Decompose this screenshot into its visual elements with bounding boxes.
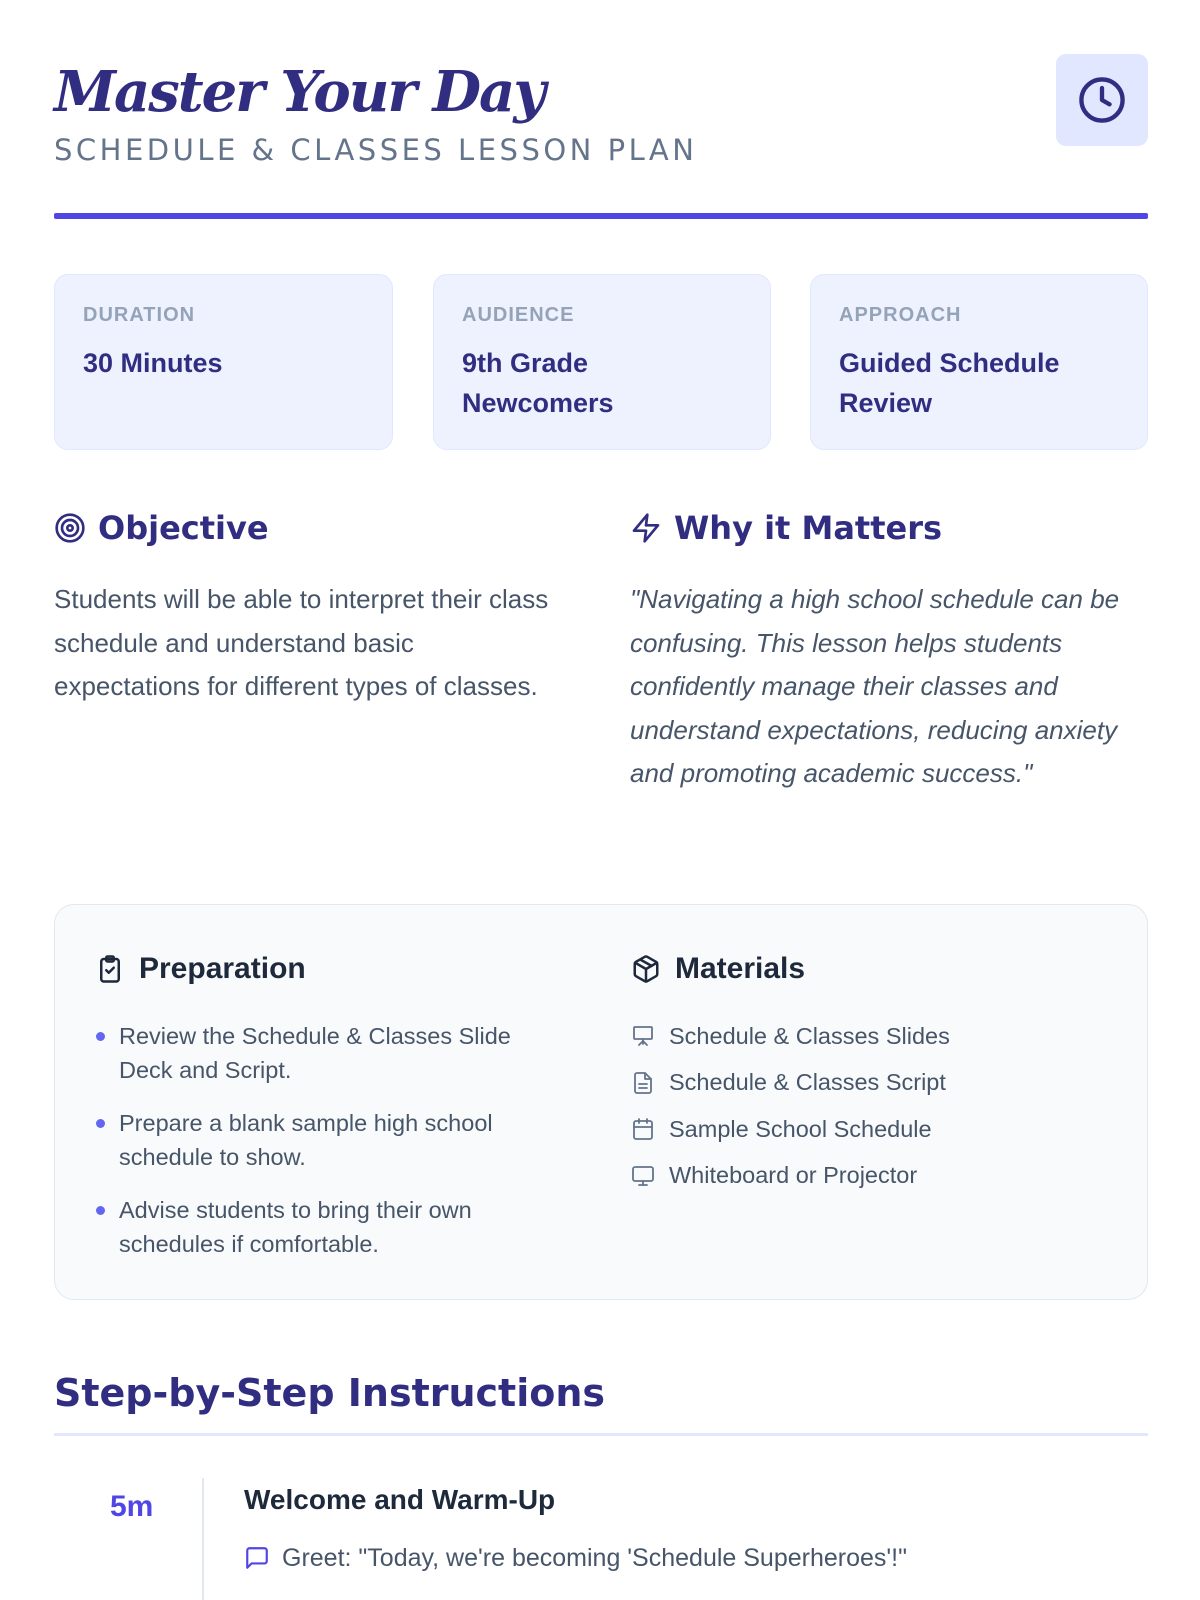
list-item: [631, 1112, 1111, 1146]
package-icon: [631, 954, 661, 984]
materials-heading: [631, 949, 805, 989]
info-card-approach: [810, 274, 1148, 450]
material-item-text: Schedule & Classes Script: [669, 1069, 946, 1095]
objective-text: Students will be able to interpret their class schedule and understand basic expectations for different types of classes.: [54, 584, 549, 701]
preparation-item-text: Advise students to bring their own schedules if comfortable.: [119, 1197, 472, 1257]
info-card-label: APPROACH: [839, 304, 962, 326]
bullet-dot: [96, 1119, 105, 1128]
monitor-icon: [631, 1164, 655, 1188]
step-dialogue-text: Greet: "Today, we're becoming 'Schedule Superheroes'!": [282, 1544, 907, 1572]
clipboard-check-icon: [95, 954, 125, 984]
preparation-item-text: Review the Schedule & Classes Slide Deck and Script.: [119, 1023, 511, 1083]
info-card-value: 30 Minutes: [83, 348, 223, 378]
page-title: Master Your Day: [54, 59, 544, 125]
presentation-icon: [631, 1024, 655, 1048]
why-text: "Navigating a high school schedule can be confusing. This lesson helps students confidently manage their classes and understand expectations, reducing anxiety and promoting academic success.": [630, 584, 1120, 788]
why-title: Why it Matters: [674, 509, 943, 547]
materials-title: Materials: [675, 952, 806, 985]
list-item: [631, 1159, 1111, 1193]
material-item-text: Schedule & Classes Slides: [669, 1022, 950, 1049]
clock-button[interactable]: [1056, 54, 1148, 146]
step-timeline-line: [202, 1478, 204, 1600]
lesson-plan-page: [54, 0, 1148, 1600]
bullet-dot: [96, 1032, 105, 1041]
info-card-label: DURATION: [83, 304, 196, 326]
info-card-duration: [54, 274, 393, 450]
step-duration: 5m: [110, 1490, 154, 1523]
list-item: [631, 1019, 1111, 1053]
calendar-icon: [631, 1117, 655, 1141]
info-card-value: Guided Schedule Review: [839, 348, 1060, 418]
info-card-label: AUDIENCE: [462, 304, 575, 326]
prep-materials-panel: [54, 904, 1148, 1300]
preparation-list: [95, 1019, 545, 1280]
lightning-icon: [630, 512, 662, 544]
steps-divider: [54, 1433, 1148, 1436]
header-divider: [54, 213, 1148, 219]
why-heading: [630, 506, 942, 550]
list-item: [631, 1066, 1111, 1100]
document-icon: [631, 1071, 655, 1095]
preparation-title: Preparation: [139, 952, 306, 985]
list-item: [95, 1106, 545, 1174]
material-item-text: Sample School Schedule: [669, 1115, 932, 1142]
step-dialogue-line: [244, 1540, 907, 1576]
clock-icon: [1076, 74, 1128, 126]
objective-heading: [54, 506, 269, 550]
preparation-heading: [95, 949, 306, 989]
preparation-item-text: Prepare a blank sample high school schedule to show.: [119, 1110, 493, 1170]
list-item: [95, 1019, 545, 1087]
info-card-value: 9th Grade Newcomers: [462, 348, 614, 418]
list-item: [95, 1193, 545, 1261]
material-item-text: Whiteboard or Projector: [669, 1162, 918, 1188]
step-title: Welcome and Warm-Up: [244, 1484, 556, 1515]
target-icon: [54, 512, 86, 544]
objective-title: Objective: [98, 509, 269, 547]
header: [54, 52, 1148, 220]
bullet-dot: [96, 1206, 105, 1215]
page-subtitle: SCHEDULE & CLASSES LESSON PLAN: [54, 133, 698, 167]
info-card-audience: [433, 274, 771, 450]
steps-heading: Step-by-Step Instructions: [54, 1371, 606, 1415]
materials-list: [631, 1019, 1111, 1205]
chat-bubble-icon: [244, 1545, 270, 1571]
